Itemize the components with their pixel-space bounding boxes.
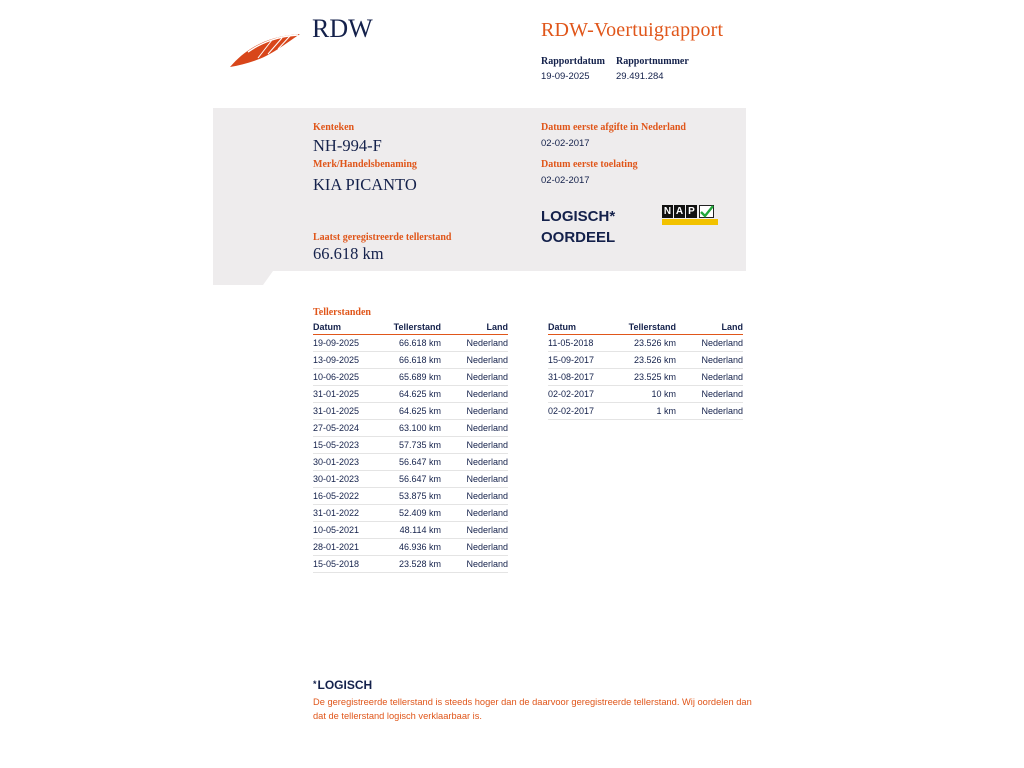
- row-date: 13-09-2025: [313, 355, 360, 365]
- row-country: Nederland: [466, 372, 508, 382]
- table-row: [313, 471, 508, 488]
- table-row: [313, 556, 508, 573]
- col-odometer-header: Tellerstand: [628, 322, 676, 332]
- brand-label: Merk/Handelsbenaming: [313, 159, 417, 170]
- table-row: [548, 386, 743, 403]
- row-country: Nederland: [701, 406, 743, 416]
- row-country: Nederland: [466, 440, 508, 450]
- nap-letter: N: [663, 206, 672, 217]
- col-odometer-header: Tellerstand: [393, 322, 441, 332]
- row-odometer: 23.526 km: [633, 338, 676, 348]
- col-country-header: Land: [721, 322, 743, 332]
- readings-table-right: [548, 321, 743, 420]
- report-number-value: 29.491.284: [616, 71, 664, 82]
- row-odometer: 56.647 km: [398, 474, 441, 484]
- row-odometer: 10 km: [651, 389, 676, 399]
- row-date: 31-01-2022: [313, 508, 360, 518]
- first-issue-value: 02-02-2017: [541, 138, 590, 149]
- row-date: 30-01-2023: [313, 474, 360, 484]
- row-country: Nederland: [466, 338, 508, 348]
- table-row: [313, 369, 508, 386]
- table-row: [313, 335, 508, 352]
- row-country: Nederland: [466, 474, 508, 484]
- row-country: Nederland: [701, 355, 743, 365]
- row-country: Nederland: [466, 542, 508, 552]
- report-date-value: 19-09-2025: [541, 71, 590, 82]
- row-date: 19-09-2025: [313, 338, 360, 348]
- col-country-header: Land: [486, 322, 508, 332]
- readings-table-left: [313, 321, 508, 573]
- table-row: [313, 352, 508, 369]
- row-odometer: 23.528 km: [398, 559, 441, 569]
- row-odometer: 65.689 km: [398, 372, 441, 382]
- readings-title: Tellerstanden: [313, 307, 371, 318]
- row-odometer: 23.525 km: [633, 372, 676, 382]
- row-date: 11-05-2018: [548, 338, 594, 348]
- row-odometer: 63.100 km: [398, 423, 441, 433]
- row-date: 15-05-2023: [313, 440, 360, 450]
- row-odometer: 57.735 km: [398, 440, 441, 450]
- footnote-text: De geregistreerde tellerstand is steeds hoger dan de daarvoor geregistreerde tellerstand. Wij oordelen dan dat de tellerstand logisch verklaarbaar is.: [313, 697, 752, 721]
- row-odometer: 53.875 km: [398, 491, 441, 501]
- row-date: 30-01-2023: [313, 457, 360, 467]
- row-odometer: 23.526 km: [633, 355, 676, 365]
- row-date: 02-02-2017: [548, 389, 595, 399]
- table-row: [313, 386, 508, 403]
- row-odometer: 56.647 km: [398, 457, 441, 467]
- odometer-value: 66.618 km: [313, 244, 384, 263]
- row-odometer: 66.618 km: [398, 355, 441, 365]
- row-odometer: 48.114 km: [399, 525, 441, 535]
- table-row: [313, 522, 508, 539]
- col-date-header: Datum: [548, 322, 577, 332]
- table-row: [548, 403, 743, 420]
- report-number-label: Rapportnummer: [616, 56, 689, 67]
- odometer-label: Laatst geregistreerde tellerstand: [313, 232, 452, 243]
- vehicle-info-panel: [213, 108, 746, 285]
- row-country: Nederland: [466, 508, 508, 518]
- row-date: 31-01-2025: [313, 406, 360, 416]
- row-date: 10-06-2025: [313, 372, 360, 382]
- row-odometer: 64.625 km: [398, 389, 441, 399]
- row-country: Nederland: [466, 525, 508, 535]
- row-country: Nederland: [466, 423, 508, 433]
- report-title: RDW-Voertuigrapport: [541, 19, 724, 41]
- table-header: [313, 321, 508, 335]
- table-header: [548, 321, 743, 335]
- nap-letter: A: [675, 206, 684, 217]
- footnote-title: *LOGISCH: [313, 678, 373, 692]
- row-date: 15-09-2017: [548, 355, 595, 365]
- nap-badge-icon: [662, 205, 718, 227]
- row-country: Nederland: [466, 491, 508, 501]
- verdict-line1: LOGISCH*: [541, 208, 616, 225]
- table-row: [548, 369, 743, 386]
- table-row: [313, 437, 508, 454]
- plate-value: NH-994-F: [313, 136, 382, 155]
- table-row: [548, 352, 743, 369]
- row-country: Nederland: [466, 559, 508, 569]
- row-country: Nederland: [701, 389, 743, 399]
- verdict-line2: OORDEEL: [541, 229, 616, 246]
- table-row: [548, 335, 743, 352]
- rdw-logo-icon: [228, 30, 302, 70]
- row-date: 15-05-2018: [313, 559, 360, 569]
- table-row: [313, 420, 508, 437]
- row-odometer: 46.936 km: [398, 542, 441, 552]
- checkmark-icon: [699, 205, 714, 218]
- first-admission-label: Datum eerste toelating: [541, 159, 638, 170]
- row-odometer: 64.625 km: [398, 406, 441, 416]
- row-date: 31-08-2017: [548, 372, 595, 382]
- brand-name: RDW: [312, 14, 373, 43]
- table-row: [313, 403, 508, 420]
- row-odometer: 1 km: [656, 406, 676, 416]
- row-country: Nederland: [466, 406, 508, 416]
- row-date: 10-05-2021: [313, 525, 360, 535]
- report-date-label: Rapportdatum: [541, 56, 605, 67]
- table-row: [313, 488, 508, 505]
- row-country: Nederland: [701, 338, 743, 348]
- row-date: 31-01-2025: [313, 389, 360, 399]
- row-country: Nederland: [466, 355, 508, 365]
- row-country: Nederland: [466, 389, 508, 399]
- row-date: 27-05-2024: [313, 423, 360, 433]
- plate-label: Kenteken: [313, 122, 355, 133]
- first-issue-label: Datum eerste afgifte in Nederland: [541, 122, 686, 133]
- col-date-header: Datum: [313, 322, 342, 332]
- first-admission-value: 02-02-2017: [541, 175, 590, 186]
- table-row: [313, 539, 508, 556]
- table-row: [313, 505, 508, 522]
- row-date: 02-02-2017: [548, 406, 595, 416]
- row-date: 16-05-2022: [313, 491, 360, 501]
- row-date: 28-01-2021: [313, 542, 360, 552]
- row-country: Nederland: [701, 372, 743, 382]
- row-odometer: 52.409 km: [398, 508, 441, 518]
- nap-letter: P: [686, 205, 697, 218]
- table-row: [313, 454, 508, 471]
- row-country: Nederland: [466, 457, 508, 467]
- brand-value: KIA PICANTO: [313, 175, 417, 194]
- row-odometer: 66.618 km: [398, 338, 441, 348]
